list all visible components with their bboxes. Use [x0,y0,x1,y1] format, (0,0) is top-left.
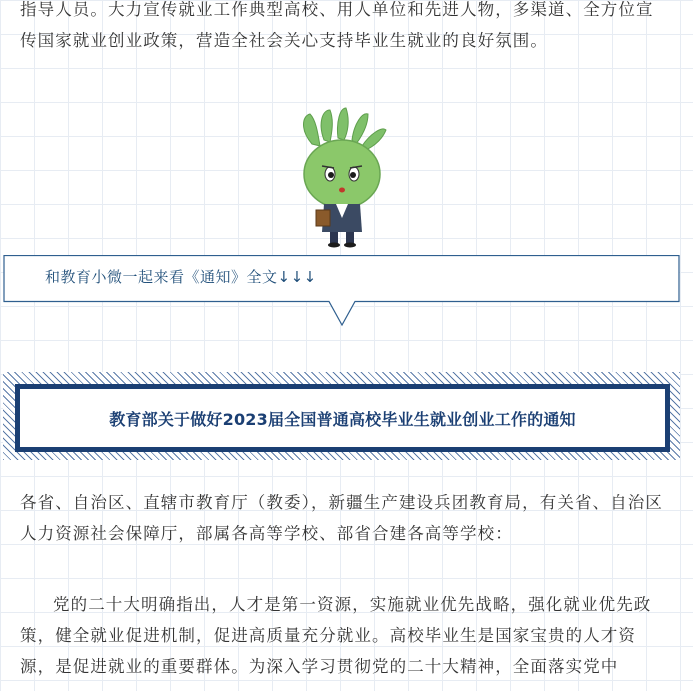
notice-title: 教育部关于做好2023届全国普通高校毕业生就业创业工作的通知 [109,409,576,429]
notice-title-box [15,384,670,452]
turnip-mascot-icon [292,106,392,248]
body-paragraph: 党的二十大明确指出，人才是第一资源，实施就业优先战略，强化就业优先政策，健全就业促进机制，促进高质量充分就业。高校毕业生是国家宝贵的人才资源，是促进就业的重要群体。为深入学习贯彻党的二十大精神，全面落实党中 [20,595,652,676]
notice-title-banner [3,372,680,460]
callout-bubble [3,255,680,325]
addressee-paragraph: 各省、自治区、直辖市教育厅（教委），新疆生产建设兵团教育局，有关省、自治区人力资源社会保障厅，部属各高等学校、部省合建各高等学校： [20,493,663,543]
callout-text: 和教育小微一起来看《通知》全文↓↓↓ [45,268,317,286]
intro-paragraph: 指导人员。大力宣传就业工作典型高校、用人单位和先进人物，多渠道、全方位宣传国家就业创业政策，营造全社会关心支持毕业生就业的良好氛围。 [20,0,654,50]
